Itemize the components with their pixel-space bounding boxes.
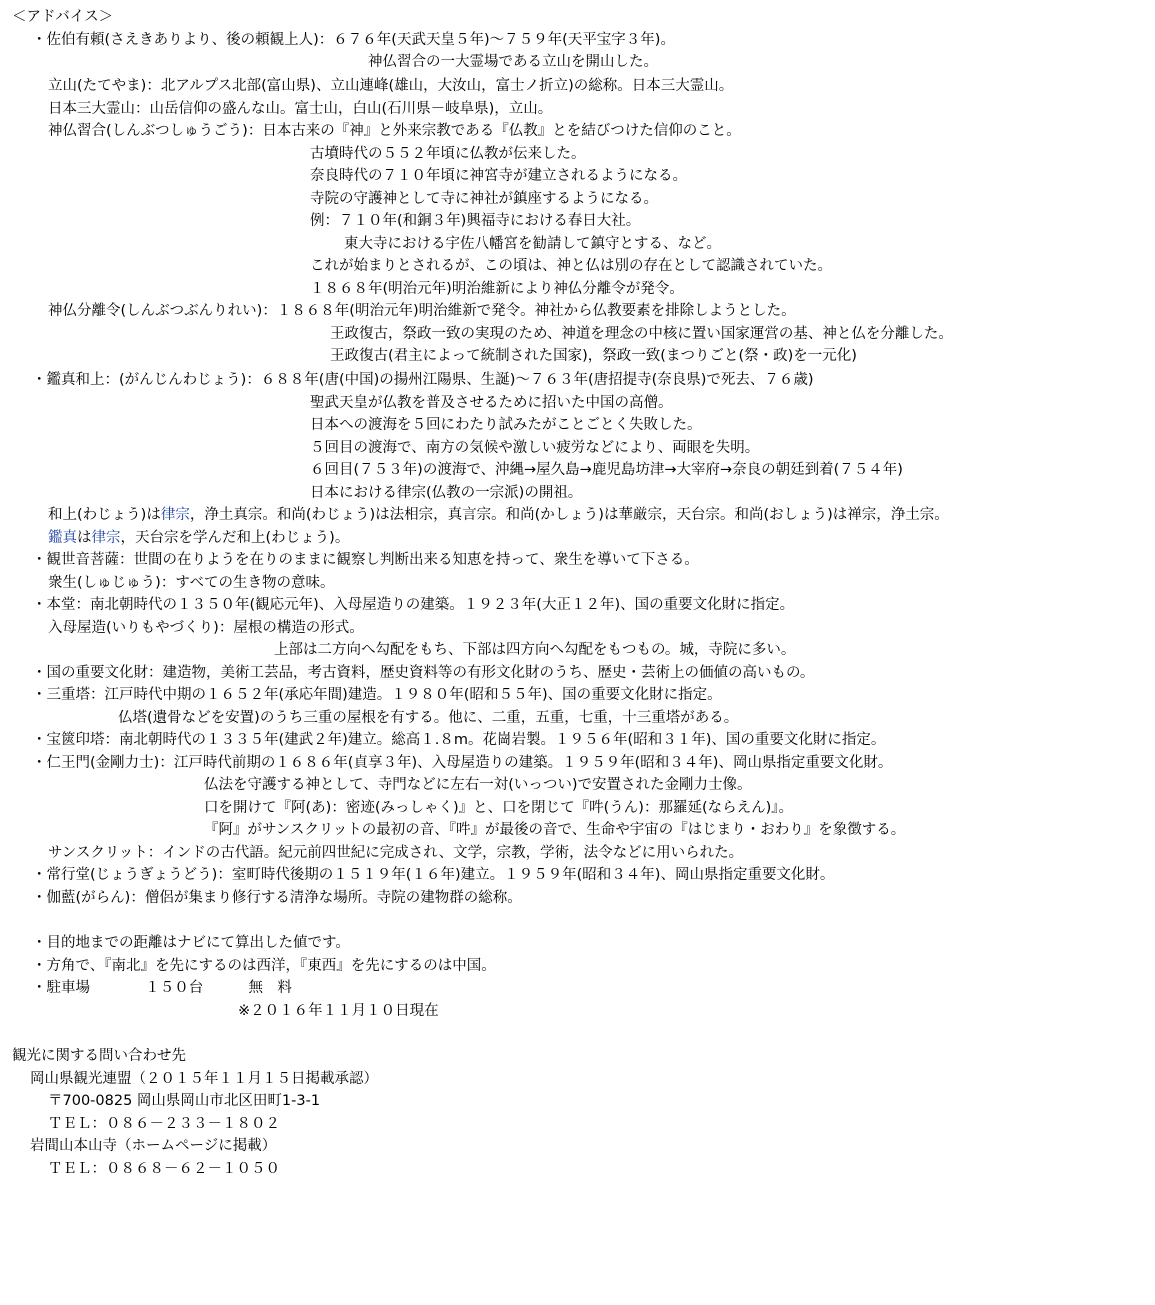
line-hokyointo: ・宝篋印塔：南北朝時代の１３３５年(建武２年)建立。総高１.８m。花崗岩製。１９５６年(昭和３１年)、国の重要文化財に指定。 bbox=[32, 732, 886, 748]
wajo-risshu-highlight: 律宗 bbox=[160, 507, 190, 523]
contact-address: 〒700-0825 岡山県岡山市北区田町1-3-1 bbox=[48, 1093, 321, 1109]
line-a-un: 口を開けて『阿(あ)：密迹(みっしゃく)』と、口を閉じて『吽(うん)：那羅延(ならえん)』。 bbox=[204, 800, 794, 816]
contact-title: 観光に関する問い合わせ先 bbox=[12, 1048, 186, 1064]
line-osei-fukko: 王政復古，祭政一致の実現のため、神道を理念の中核に置い国家運営の基、神と仏を分離した。 bbox=[330, 326, 953, 342]
line-tokai: 日本への渡海を５回にわたり試みたがことごとく失敗した。 bbox=[310, 417, 702, 433]
line-saeki-cont: 神仏習合の一大霊場である立山を開山した。 bbox=[368, 54, 658, 70]
parking-count: １５０台 bbox=[145, 980, 204, 996]
parking-note: ※２０１６年１１月１０日現在 bbox=[238, 1003, 439, 1019]
line-hondo: ・本堂：南北朝時代の１３５０年(観応元年)、入母屋造りの建築。１９２３年(大正１２年)、国の重要文化財に指定。 bbox=[32, 597, 795, 613]
line-shinbutsu-shugo: 神仏習合(しんぶつしゅうごう)：日本古来の『神』と外来宗教である『仏教』とを結びつけた信仰のこと。 bbox=[48, 123, 741, 139]
ganjin-highlight: 鑑真 bbox=[48, 530, 77, 546]
line-osei-fukko-2: 王政復古(君主によって統制された国家)，祭政一致(まつりごと(祭・政)を一元化) bbox=[330, 348, 857, 364]
line-shujo: 衆生(しゅじゅう)：すべての生き物の意味。 bbox=[48, 575, 335, 591]
contact-org1: 岡山県観光連盟（２０１５年１１月１５日掲載承認） bbox=[30, 1071, 378, 1087]
line-sanskrit: サンスクリット：インドの古代語。紀元前四世紀に完成され、文学，宗教，学術，法令などに用いられた。 bbox=[48, 845, 744, 861]
line-jogyodo: ・常行堂(じょうぎょうどう)：室町時代後期の１５１９年(１６年)建立。１９５９年(昭和３４年)、岡山県指定重要文化財。 bbox=[32, 867, 835, 883]
line-irimoya: 入母屋造(いりもやづくり)：屋根の構造の形式。 bbox=[48, 620, 364, 636]
line-bunkazai: ・国の重要文化財：建造物，美術工芸品，考古資料，歴史資料等の有形文化財のうち、歴史・芸術上の価値の高いもの。 bbox=[32, 665, 815, 681]
line-kannon: ・観世音菩薩：世間の在りようを在りのままに観察し判断出来る知恵を持って、衆生を導いて下さる。 bbox=[32, 552, 699, 568]
line-butto: 仏塔(遺骨などを安置)のうち三重の屋根を有する。他に、二重，五重，七重，十三重塔がある。 bbox=[118, 710, 739, 726]
line-shomu: 聖武天皇が仏教を普及させるために招いた中国の高僧。 bbox=[310, 395, 673, 411]
line-ganjin-risshu bbox=[48, 529, 349, 547]
line-todaiji: 東大寺における宇佐八幡宮を勧請して鎮守とする、など。 bbox=[344, 236, 721, 252]
contact-tel2: ＴＥＬ：０８６８－６２－１０５０ bbox=[48, 1161, 280, 1177]
line-parking bbox=[32, 979, 292, 997]
line-nara: 奈良時代の７１０年頃に神宮寺が建立されるようになる。 bbox=[310, 168, 687, 184]
ganjin-risshu-highlight: 律宗 bbox=[91, 530, 121, 546]
parking-fee: 無 料 bbox=[248, 980, 292, 996]
contact-tel1: ＴＥＬ：０８６－２３３－１８０２ bbox=[48, 1116, 280, 1132]
wajo-text-a: 和上(わじょう)は bbox=[48, 507, 161, 523]
line-shugoshin: 寺院の守護神として寺に神社が鎮座するようになる。 bbox=[310, 191, 658, 207]
line-niomon: ・仁王門(金剛力士)：江戸時代前期の１６８６年(貞享３年)、入母屋造りの建築。１９５９年(昭和３４年)、岡山県指定重要文化財。 bbox=[32, 755, 893, 771]
line-sandai-reizan: 日本三大霊山：山岳信仰の盛んな山。富士山，白山(石川県－岐阜県)，立山。 bbox=[48, 101, 553, 117]
ganjin-text-d: ，天台宗を学んだ和上(わじょう)。 bbox=[120, 530, 350, 546]
line-a-un-2: 『阿』がサンスクリットの最初の音、『吽』が最後の音で、生命や宇宙の『はじまり・おわり』を象徴する。 bbox=[204, 822, 906, 838]
wajo-text-c: ，浄土真宗。和尚(わじょう)は法相宗，真言宗。和尚(かしょう)は華厳宗，天台宗。和尚(おしょう)は禅宗，浄土宗。 bbox=[189, 507, 949, 523]
line-ganjin: ・鑑真和上：(がんじんわじょう)：６８８年(唐(中国)の揚州江陽県、生誕)～７６３年(唐招提寺(奈良県)で死去、７６歳) bbox=[32, 372, 814, 388]
parking-label: ・駐車場 bbox=[32, 980, 90, 996]
line-shitsumei: ５回目の渡海で、南方の気候や激しい疲労などにより、両眼を失明。 bbox=[310, 440, 760, 456]
line-bunri-rei: 神仏分離令(しんぶつぶんりれい)：１８６８年(明治元年)明治維新で発令。神社から仏教要素を排除しようとした。 bbox=[48, 303, 796, 319]
line-garan: ・伽藍(がらん)：僧侶が集まり修行する清浄な場所。寺院の建物群の総称。 bbox=[32, 890, 522, 906]
line-hajimari: これが始まりとされるが、この頃は、神と仏は別の存在として認識されていた。 bbox=[310, 258, 832, 274]
line-saeki: ・佐伯有頼(さえきありより、後の頼観上人)：６７６年(天武天皇５年)～７５９年(天平宝字３年)。 bbox=[32, 32, 675, 48]
line-navi: ・目的地までの距離はナビにて算出した値です。 bbox=[32, 935, 350, 951]
heading: ＜アドバイス＞ bbox=[12, 9, 114, 25]
line-rei: 例：７１０年(和銅３年)興福寺における春日大社。 bbox=[310, 213, 641, 229]
line-kofun: 古墳時代の５５２年頃に仏教が伝来した。 bbox=[310, 146, 586, 162]
line-meiji: １８６８年(明治元年)明治維新により神仏分離令が発令。 bbox=[310, 281, 684, 297]
line-hogaku: ・方角で、『南北』を先にするのは西洋，『東西』を先にするのは中国。 bbox=[32, 958, 496, 974]
line-route: ６回目(７５３年)の渡海で、沖縄→屋久島→鹿児島坊津→大宰府→奈良の朝廷到着(７５４年) bbox=[310, 462, 903, 478]
line-irimoya-cont: 上部は二方向へ勾配をもち、下部は四方向へ勾配をもつもの。城，寺院に多い。 bbox=[274, 642, 796, 658]
ganjin-text-b: は bbox=[77, 530, 92, 546]
line-kongo: 仏法を守護する神として、寺門などに左右一対(いっつい)で安置された金剛力士像。 bbox=[204, 777, 752, 793]
line-risshu: 日本における律宗(仏教の一宗派)の開祖。 bbox=[310, 485, 583, 501]
contact-org2: 岩間山本山寺（ホームページに掲載） bbox=[30, 1138, 277, 1154]
line-tateyama: 立山(たてやま)：北アルプス北部(富山県)、立山連峰(雄山，大汝山，富士ノ折立)の総称。日本三大霊山。 bbox=[48, 78, 734, 94]
line-sanjuto: ・三重塔：江戸時代中期の１６５２年(承応年間)建造。１９８０年(昭和５５年)、国の重要文化財に指定。 bbox=[32, 687, 722, 703]
line-wajo bbox=[48, 506, 949, 524]
